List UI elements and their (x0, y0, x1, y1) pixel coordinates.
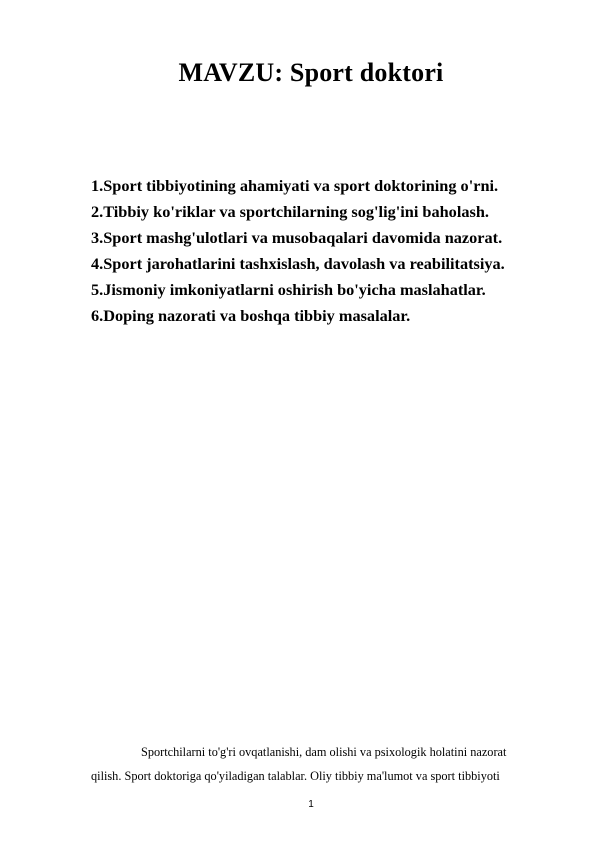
topic-item: 6.Doping nazorati va boshqa tibbiy masalalar. (91, 306, 411, 325)
topic-item: 2.Tibbiy ko'riklar va sportchilarning sog'lig'ini baholash. (91, 202, 489, 221)
page-number: 1 (308, 799, 314, 810)
topic-item: 1.Sport tibbiyotining ahamiyati va sport doktorining o'rni. (91, 176, 499, 195)
body-paragraph (91, 740, 546, 788)
topic-list (91, 176, 505, 332)
body-line: Sportchilarni to'g'ri ovqatlanishi, dam olishi va psixologik holatini nazorat (141, 745, 507, 759)
topic-item: 4.Sport jarohatlarini tashxislash, davolash va reabilitatsiya. (91, 254, 505, 273)
topic-item: 5.Jismoniy imkoniyatlarni oshirish bo'yicha maslahatlar. (91, 280, 486, 299)
body-line: qilish. Sport doktoriga qo'yiladigan talablar. Oliy tibbiy ma'lumot va sport tibbiyoti (91, 769, 500, 783)
topic-item: 3.Sport mashg'ulotlari va musobaqalari davomida nazorat. (91, 228, 503, 247)
page-title: MAVZU: Sport doktori (178, 58, 444, 87)
